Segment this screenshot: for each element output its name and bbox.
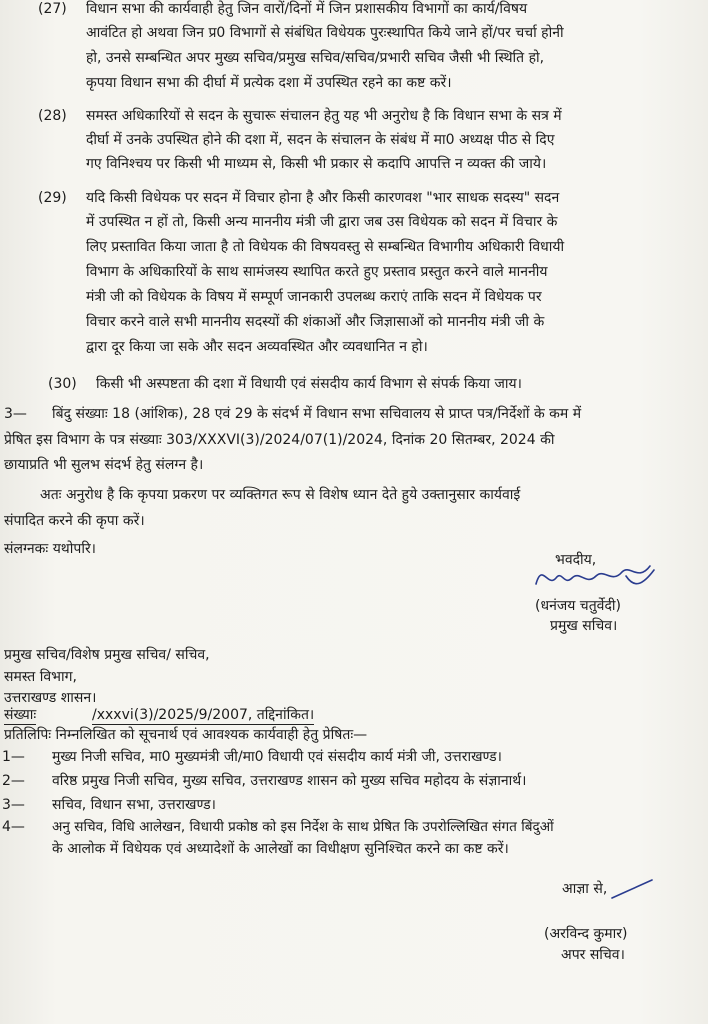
signature-mark (608, 876, 658, 902)
item-29-line-2: में उपस्थित न हों तो, किसी अन्य माननीय मंत्री जी द्वारा जब उस विधेयक को सदन में विचार के (86, 214, 558, 230)
para-3-line-3: छायाप्रति भी सुलभ संदर्भ हेतु संलग्न है। (4, 457, 204, 473)
copy-item-3: सचिव, विधान सभा, उत्तराखण्ड। (52, 797, 216, 813)
reference-number-label: संख्याः (4, 707, 37, 723)
closing-salutation: भवदीय, (555, 552, 597, 568)
copy-item-4-line-2: के आलोक में विधेयक एवं अध्यादेशों के आलेखों का विधीक्षण सुनिश्चित करने का कष्ट करें। (52, 841, 509, 857)
signatory-name: (धनंजय चतुर्वेदी) (535, 598, 621, 614)
item-30-line: किसी भी अस्पष्टता की दशा में विधायी एवं संसदीय कार्य विभाग से संपर्क किया जाय। (96, 376, 522, 392)
item-27-line-1: विधान सभा की कार्यवाही हेतु जिन वारों/दिनों में जिन प्रशासकीय विभागों का कार्य/विषय (86, 1, 528, 17)
signatory-name: (अरविन्द कुमार) (544, 926, 628, 942)
request-line-1: अतः अनुरोध है कि कृपया प्रकरण पर व्यक्तिगत रूप से विशेष ध्यान देते हुये उक्तानुसार कार्यवाई (40, 487, 521, 503)
item-number: (30) (48, 376, 77, 392)
para-3-line-1: बिंदु संख्याः 18 (आंशिक), 28 एवं 29 के संदर्भ में विधान सभा सचिवालय से प्राप्त पत्र/निर्देशों के कम में (52, 406, 582, 422)
signatory-designation: प्रमुख सचिव। (550, 618, 618, 634)
copy-number: 4— (2, 819, 25, 835)
para-3-line-2: प्रेषित इस विभाग के पत्र संख्याः 303/XXXVI(3)/2024/07(1)/2024, दिनांक 20 सितम्बर, 2024 की (4, 432, 555, 448)
item-29-line-3: लिए प्रस्तावित किया जाता है तो विधेयक की विषयवस्तु से सम्बन्धित विभागीय अधिकारी विधायी (86, 239, 565, 255)
item-29-line-4: विभाग के अधिकारियों के साथ सामंजस्य स्थापित करते हुए प्रस्ताव प्रस्तुत करने वाले माननीय (86, 264, 548, 280)
item-27-line-2: आवंटित हो अथवा जिन प्र0 विभागों से संबंधित विधेयक पुरःस्थापित किये जाने हों/पर चर्चा होनी (86, 25, 564, 41)
item-27-line-4: कृपया विधान सभा की दीर्घा में प्रत्येक दशा में उपस्थित रहने का कष्ट करें। (86, 75, 452, 91)
reference-number-value: /xxxvi(3)/2025/9/2007, तद्दिनांकित। (92, 707, 315, 723)
item-29-line-7: द्वारा दूर किया जा सके और सदन अव्यवस्थित और व्यवधानित न हो। (86, 339, 428, 355)
item-29-line-5: मंत्री जी को विधेयक के विषय में सम्पूर्ण जानकारी उपलब्ध कराएं ताकि सदन में विधेयक पर (86, 289, 542, 305)
item-27-line-3: हो, उनसे सम्बन्धित अपर मुख्य सचिव/प्रमुख सचिव/सचिव/प्रभारी सचिव जैसी भी स्थिति हो, (86, 50, 545, 66)
copy-intro: प्रतिलिपिः निम्नलिखित को सूचनार्थ एवं आवश्यक कार्यवाही हेतु प्रेषितः— (4, 727, 368, 743)
enclosure-note: संलग्नकः यथोपरि। (4, 541, 96, 557)
signature-scribble (530, 556, 660, 594)
copy-item-1: मुख्य निजी सचिव, मा0 मुख्यमंत्री जी/मा0 विधायी एवं संसदीय कार्य मंत्री जी, उत्तराखण्ड। (52, 749, 502, 765)
item-number: (27) (38, 1, 67, 17)
addressee-line-3: उत्तराखण्ड शासन। (4, 690, 97, 706)
item-number: (28) (38, 108, 67, 124)
addressee-line-1: प्रमुख सचिव/विशेष प्रमुख सचिव/ सचिव, (4, 647, 210, 663)
copy-item-2: वरिष्ठ प्रमुख निजी सचिव, मुख्य सचिव, उत्तराखण्ड शासन को मुख्य सचिव महोदय के संज्ञानार्थ। (52, 773, 527, 789)
para-number: 3— (4, 406, 27, 422)
signatory-designation: अपर सचिव। (561, 947, 625, 963)
item-28-line-3: गए विनिश्चय पर किसी भी माध्यम से, किसी भी प्रकार से कदापि आपत्ति न व्यक्त की जाये। (86, 156, 547, 172)
item-28-line-1: समस्त अधिकारियों से सदन के सुचारू संचालन हेतु यह भी अनुरोध है कि विधान सभा के सत्र में (86, 108, 562, 124)
copy-item-4-line-1: अनु सचिव, विधि आलेखन, विधायी प्रकोष्ठ को इस निर्देश के साथ प्रेषित कि उपरोल्लिखित संगत बिंदुओं (52, 819, 554, 835)
copy-number: 2— (2, 773, 25, 789)
addressee-line-2: समस्त विभाग, (4, 669, 77, 685)
order-closing: आज्ञा से, (562, 881, 608, 897)
request-line-2: संपादित करने की कृपा करें। (4, 513, 145, 529)
copy-number: 1— (2, 749, 25, 765)
item-29-line-6: विचार करने वाले सभी माननीय सदस्यों की शंकाओं और जिज्ञासाओं को माननीय मंत्री जी के (86, 314, 545, 330)
item-28-line-2: दीर्घा में उनके उपस्थित होने की दशा में, सदन के संचालन के संबंध में मा0 अध्यक्ष पीठ से दिए (86, 132, 555, 148)
item-number: (29) (38, 190, 67, 206)
copy-number: 3— (2, 797, 25, 813)
item-29-line-1: यदि किसी विधेयक पर सदन में विचार होना है और किसी कारणवश "भार साधक सदस्य" सदन (86, 190, 560, 206)
